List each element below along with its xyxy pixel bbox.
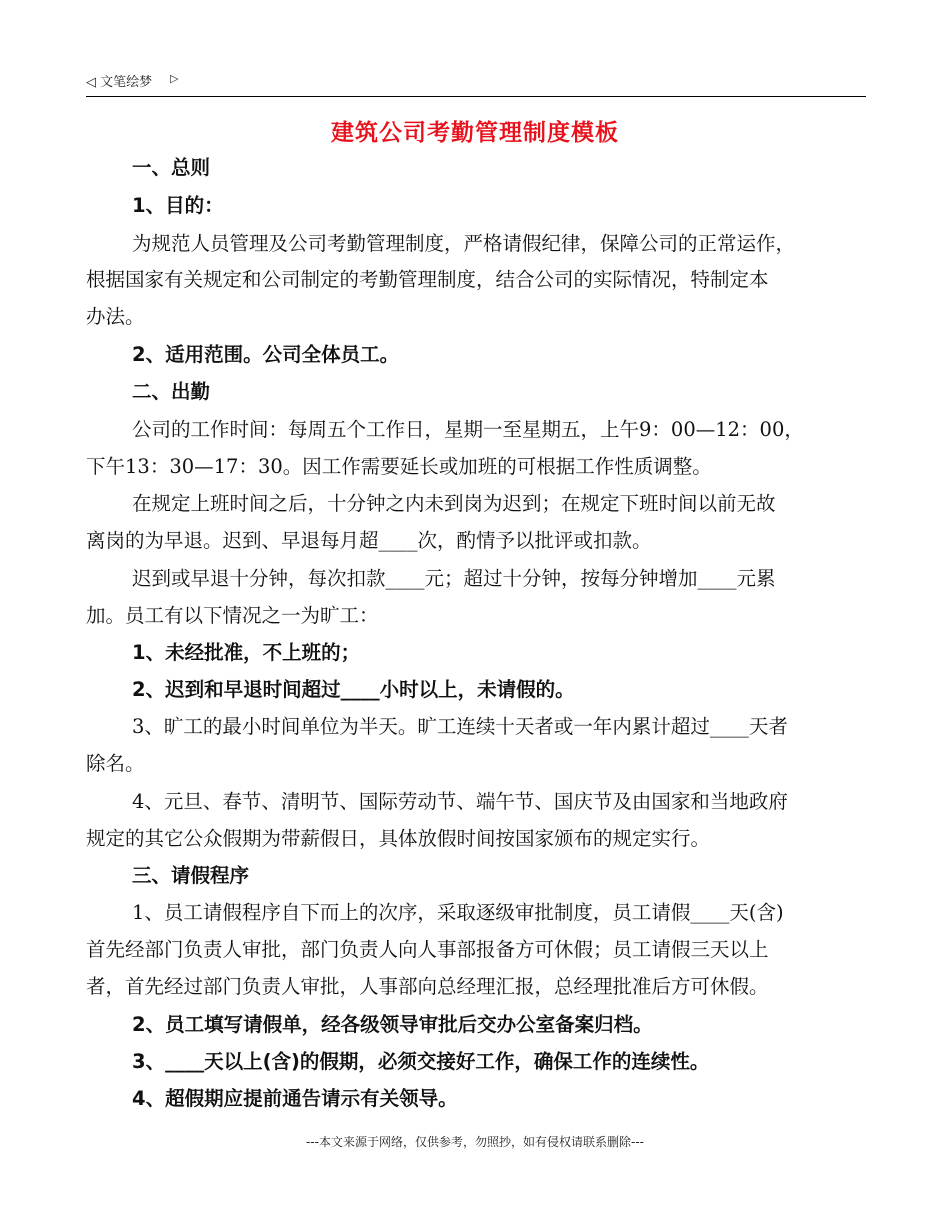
paragraph-line: 除名。	[86, 752, 145, 775]
header-brand-text: 文笔绘梦	[100, 75, 153, 90]
paragraph-line: 公司的工作时间：每周五个工作日，星期一至星期五，上午9：00—12：00，	[132, 418, 804, 441]
section-heading: 一、总则	[132, 156, 211, 179]
paragraph-line: 办法。	[86, 305, 145, 328]
paragraph-line: 下午13：30—17：30。因工作需要延长或加班的可根据工作性质调整。	[86, 455, 712, 478]
sub-heading: 2、适用范围。公司全体员工。	[132, 343, 400, 366]
right-triangle-icon: ▷	[170, 72, 179, 85]
paragraph-line: 离岗的为早退。迟到、早退每月超____次，酌情予以批评或扣款。	[86, 529, 652, 552]
page-header	[86, 74, 866, 97]
list-item: 1、员工请假程序自下而上的次序，采取逐级审批制度，员工请假____天(含)	[132, 901, 784, 924]
list-item: 3、旷工的最小时间单位为半天。旷工连续十天者或一年内累计超过____天者	[132, 715, 788, 738]
left-triangle-icon: ◁	[86, 75, 96, 90]
list-item: 4、元旦、春节、清明节、国际劳动节、端午节、国庆节及由国家和当地政府	[132, 790, 788, 813]
paragraph-line: 规定的其它公众假期为带薪假日，具体放假时间按国家颁布的规定实行。	[86, 827, 711, 850]
list-item: 2、员工填写请假单，经各级领导审批后交办公室备案归档。	[132, 1013, 653, 1036]
list-item: 1、未经批准，不上班的；	[132, 641, 361, 664]
paragraph-line: 迟到或早退十分钟，每次扣款____元；超过十分钟，按每分钟增加____元累	[132, 567, 776, 590]
paragraph-line: 在规定上班时间之后，十分钟之内未到岗为迟到；在规定下班时间以前无故	[132, 492, 776, 515]
paragraph-line: 根据国家有关规定和公司制定的考勤管理制度，结合公司的实际情况，特制定本	[86, 268, 769, 291]
list-item: 4、超假期应提前通告请示有关领导。	[132, 1087, 458, 1110]
section-heading: 二、出勤	[132, 380, 211, 403]
header-brand	[86, 74, 152, 92]
list-item: 2、迟到和早退时间超过____小时以上，未请假的。	[132, 678, 575, 701]
document-title: 建筑公司考勤管理制度模板	[331, 120, 619, 146]
sub-heading: 1、目的：	[132, 194, 224, 217]
footer-disclaimer: ---本文来源于网络，仅供参考，勿照抄，如有侵权请联系删除---	[306, 1135, 644, 1149]
section-heading: 三、请假程序	[132, 864, 250, 887]
paragraph-line: 为规范人员管理及公司考勤管理制度，严格请假纪律，保障公司的正常运作，	[132, 232, 796, 255]
paragraph-line: 首先经部门负责人审批，部门负责人向人事部报备方可休假；员工请假三天以上	[86, 938, 769, 961]
list-item: 3、____天以上(含)的假期，必须交接好工作，确保工作的连续性。	[132, 1050, 710, 1073]
paragraph-line: 者，首先经过部门负责人审批，人事部向总经理汇报，总经理批准后方可休假。	[86, 975, 769, 998]
paragraph-line: 加。员工有以下情况之一为旷工：	[86, 604, 379, 627]
